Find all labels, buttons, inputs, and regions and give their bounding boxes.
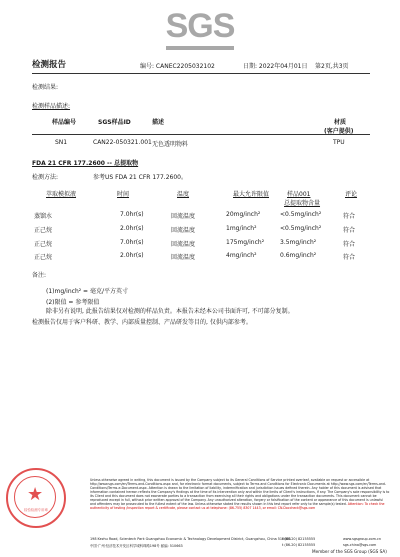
website-en: www.sgsgroup.com.cn xyxy=(343,537,382,541)
sample-col-material-note: (客户提供) xyxy=(324,128,354,135)
star-icon: ★ xyxy=(27,484,44,505)
cell-evaluation: 符合 xyxy=(343,241,356,248)
phone-1: t (86-20) 82155555 xyxy=(282,537,316,541)
cell-temp: 回流温度 xyxy=(171,227,196,234)
remark-1: (1)mg/inch² = 毫克/平方英寸 xyxy=(46,288,129,295)
remark-4: 检测报告仅用于客户科研、教学、内部质量控制、产品研发等目的, 仅供内部参考。 xyxy=(32,319,252,326)
cell-limit: 1mg/inch² xyxy=(226,225,257,232)
cell-limit: 4mg/inch² xyxy=(226,252,257,259)
cell-simulant: 蒸馏水 xyxy=(34,213,53,220)
sample-description-label: 检测样品描述: xyxy=(32,103,71,110)
cell-evaluation: 符合 xyxy=(343,227,356,234)
method-label: 检测方法: xyxy=(32,174,59,181)
col-sample: 样品001 xyxy=(287,191,311,198)
address-en: 198 Kezhu Road, Scientech Park Guangzhou Economic & Technology Development District, Guangzhou, China 510663 xyxy=(90,537,291,541)
col-time: 时间 xyxy=(117,191,130,198)
cell-simulant: 正己烷 xyxy=(34,254,53,261)
col-sample-sub: 总提取物含量 xyxy=(284,200,321,207)
sample-col-number: 样品编号 xyxy=(52,119,77,126)
cell-limit: 20mg/inch² xyxy=(226,211,261,218)
sample-header-rule xyxy=(32,134,370,135)
terms-block xyxy=(90,478,390,510)
cell-temp: 回流温度 xyxy=(171,213,196,220)
cell-evaluation: 符合 xyxy=(343,213,356,220)
seal-text: 检验检测专用章 xyxy=(24,508,48,512)
sample-number: SN1 xyxy=(55,139,68,146)
sgs-logo-text: SGS xyxy=(165,7,235,45)
sample-description: 无色透明物料 xyxy=(152,141,189,148)
page-indicator: 第2页,共3页 xyxy=(315,63,349,70)
member-note: Member of the SGS Group (SGS SA) xyxy=(312,549,387,554)
remark-3: 除非另有说明, 此报告结果仅对检测的样品负责。本报告未经本公司书面许可, 不可部分复制。 xyxy=(46,308,294,315)
cell-result: 3.5mg/inch² xyxy=(280,239,317,246)
cell-temp: 回流温度 xyxy=(171,241,196,248)
method-value: 参考US FDA 21 CFR 177.2600。 xyxy=(93,174,187,181)
col-limit: 最大允许限值 xyxy=(233,191,270,198)
cell-simulant: 正己烷 xyxy=(34,241,53,248)
logo-underbar xyxy=(166,46,234,50)
sample-col-id: SGS样品ID xyxy=(98,119,131,126)
col-temp: 温度 xyxy=(177,191,190,198)
terms-attention: Attention: To check the authenticity of testing /inspection report & certificate, please contact us at telephone: (86-755) 8307 1443, or email: CN.Doccheck@sgs.com xyxy=(90,502,385,510)
cell-result: 0.6mg/inch² xyxy=(280,252,317,259)
terms-text: Unless otherwise agreed in writing, this document is issued by the Company subject to its General Conditions of Service printed overleaf, available on request or accessible at http://www.sgs.com/en/Terms-and-Conditions.aspx and, for electronic format documents, subject to Terms and Conditions for Electronic Documents at http://www.sgs.com/en/Terms-and-Conditions/Terms-e-Document.aspx. Attention is drawn to the limitation of liability, indemnification and jurisdiction issues defined therein. Any holder of this document is advised that information contained hereon reflects the Company's findings at the time of its intervention only and within the limits of Client's instructions, if any. The Company's sole responsibility is to its Client and this document does not exonerate parties to a transaction from exercising all their rights and obligations under the transaction documents. This document cannot be reproduced except in full, without prior written approval of the Company. Any unauthorized alteration, forgery or falsification of the content or appearance of this document is unlawful and offenders may be prosecuted to the fullest extent of the law. Unless otherwise stated the results shown in this test report refer only to the sample(s) tested. xyxy=(90,478,390,506)
sample-col-desc: 描述 xyxy=(152,119,165,126)
phone-2: t (86-20) 82155555 xyxy=(282,543,316,547)
cell-time: 7.0hr(s) xyxy=(120,211,144,218)
cell-limit: 175mg/inch² xyxy=(226,239,265,246)
cell-time: 7.0hr(s) xyxy=(120,239,144,246)
cell-result: <0.5mg/inch² xyxy=(280,225,322,232)
col-evaluation: 评论 xyxy=(345,191,358,198)
cell-time: 2.0hr(s) xyxy=(120,225,144,232)
sgs-logo xyxy=(160,8,240,54)
report-date: 日期: 2022年04月01日 xyxy=(243,63,308,70)
header-rule xyxy=(32,73,370,74)
test-results-label: 检测结果: xyxy=(32,84,59,91)
section-heading: FDA 21 CFR 177.2600 -- 总提取物 xyxy=(32,160,139,167)
cell-evaluation: 符合 xyxy=(343,254,356,261)
col-simulant: 萃取模拟液 xyxy=(46,191,77,198)
sample-col-material: 材质 xyxy=(334,119,347,126)
remark-2: (2)限值 = 参考限值 xyxy=(46,299,100,306)
sample-id: CAN22-050321.001 xyxy=(93,139,152,146)
cell-simulant: 正己烷 xyxy=(34,227,53,234)
company-seal xyxy=(6,468,66,528)
cell-temp: 回流温度 xyxy=(171,254,196,261)
address-cn: 中国·广州·经济技术开发区科学城科珠路198号 邮编: 510663 xyxy=(90,544,183,548)
website-cn: sgs.china@sgs.com xyxy=(343,543,377,547)
sample-material: TPU xyxy=(333,139,345,146)
cell-time: 2.0hr(s) xyxy=(120,252,144,259)
report-number: 编号: CANEC2205032102 xyxy=(140,63,215,70)
cell-result: <0.5mg/inch² xyxy=(280,211,322,218)
report-title: 检测报告 xyxy=(32,60,67,70)
remarks-label: 备注: xyxy=(32,272,47,279)
